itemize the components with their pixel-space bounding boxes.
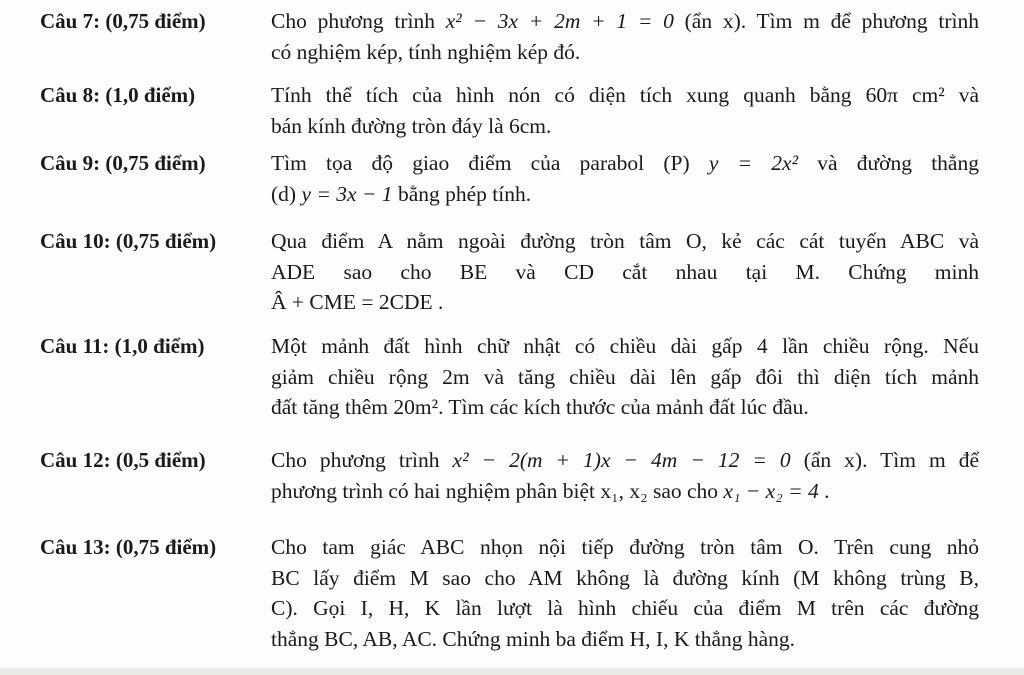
text-run: bán kính đường tròn đáy là 6cm. (271, 113, 552, 138)
text-run: C). Gọi I, H, K lần lượt là hình chiếu của điểm M trên các đường (271, 596, 979, 620)
question-label: Câu 10: (0,75 điểm) (40, 229, 217, 253)
question-line (271, 532, 979, 563)
text-run: Qua điểm A nằm ngoài đường tròn tâm O, kẻ các cát tuyến ABC và (271, 229, 979, 253)
question-line (271, 6, 979, 37)
page-bottom-edge (0, 668, 1024, 675)
question-body (271, 331, 979, 423)
text-run: giảm chiều rộng 2m và tăng chiều dài lên gấp đôi thì diện tích mảnh (271, 364, 979, 389)
text-run: Tìm tọa độ giao điểm của parabol (P) (271, 151, 709, 175)
text-run: và đường thẳng (798, 151, 979, 175)
math-expression: y = 3x − 1 (301, 181, 393, 206)
text-run: thẳng BC, AB, AC. Chứng minh ba điểm H, I, K thẳng hàng. (271, 626, 796, 651)
question-line (271, 37, 979, 68)
question-line (271, 624, 979, 655)
question-line (271, 331, 979, 362)
math-expression: x² − 3x + 2m + 1 = 0 (445, 9, 674, 33)
question-line (271, 80, 979, 111)
text-run: . (818, 478, 830, 503)
text-run: (d) (271, 181, 302, 206)
question-body (271, 6, 979, 67)
question-line (271, 179, 979, 210)
question-line (271, 362, 979, 393)
question-line (271, 257, 979, 288)
question-body (271, 148, 979, 209)
math-expression: x² − 2(m + 1)x − 4m − 12 = 0 (452, 448, 791, 472)
question-label: Câu 9: (0,75 điểm) (40, 151, 206, 175)
math-expression: y = 2x² (708, 151, 799, 175)
math-expression: x₁ − x₂ = 4 (723, 478, 819, 503)
question-label: Câu 7: (0,75 điểm) (40, 9, 206, 33)
text-run: BC lấy điểm M sao cho AM không là đường kính (M không trùng B, (271, 565, 979, 590)
question-line (271, 593, 979, 624)
question-line (271, 563, 979, 594)
question-line (271, 476, 979, 507)
question-line (271, 445, 979, 476)
text-run: Â + CME = 2CDE . (271, 290, 444, 314)
question-label: Câu 13: (0,75 điểm) (40, 535, 217, 559)
text-run: 60π cm² (865, 83, 945, 107)
question-label: Câu 12: (0,5 điểm) (40, 448, 206, 472)
text-run: (ẩn x). Tìm m để (790, 448, 979, 472)
text-run: Cho tam giác ABC nhọn nội tiếp đường tròn tâm O. Trên cung nhỏ (271, 535, 979, 559)
text-run: ADE sao cho BE và CD cắt nhau tại M. Chứng minh (271, 259, 979, 284)
text-run: có nghiệm kép, tính nghiệm kép đó. (271, 39, 581, 64)
text-run: và (944, 83, 979, 107)
text-run: Tính thể tích của hình nón có diện tích xung quanh bằng (271, 83, 866, 107)
text-run: Cho phương trình (271, 448, 453, 472)
question-label: Câu 11: (1,0 điểm) (40, 334, 205, 358)
text-run: bằng phép tính. (392, 181, 532, 206)
text-run: đất tăng thêm 20m². Tìm các kích thước của mảnh đất lúc đầu. (271, 395, 809, 419)
question-line (271, 392, 979, 423)
question-body (271, 80, 979, 141)
text-run: Cho phương trình (271, 9, 446, 33)
text-run: phương trình có hai nghiệm phân biệt x₁, x₂ sao cho (271, 478, 724, 503)
question-line (271, 287, 979, 318)
question-body (271, 226, 979, 318)
question-label: Câu 8: (1,0 điểm) (40, 83, 196, 107)
text-run: (ẩn x). Tìm m để phương trình (673, 9, 980, 33)
question-line (271, 148, 979, 179)
text-run: Một mảnh đất hình chữ nhật có chiều dài gấp 4 lần chiều rộng. Nếu (271, 334, 979, 358)
question-line (271, 111, 979, 142)
question-line (271, 226, 979, 257)
question-body (271, 445, 979, 506)
question-body (271, 532, 979, 654)
